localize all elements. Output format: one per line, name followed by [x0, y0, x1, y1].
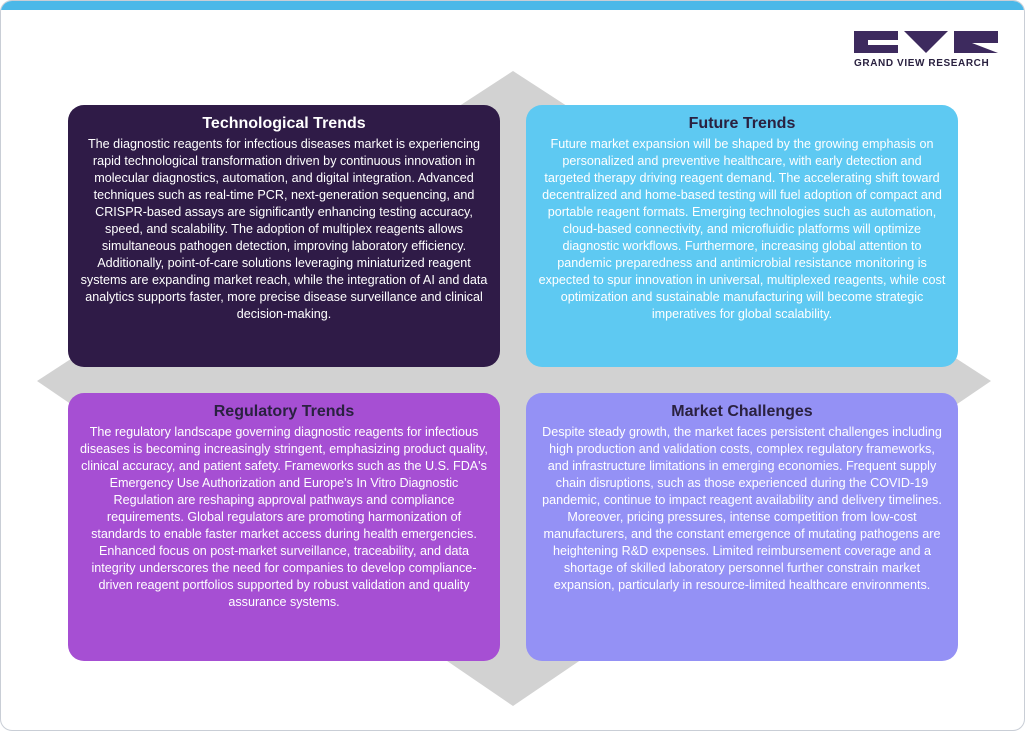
- brand-logo: [854, 31, 1000, 71]
- regulatory-trends-body: The regulatory landscape governing diagnostic reagents for infectious diseases is becoming increasingly stringent, emphasizing product quality, clinical accuracy, and patient safety. Frameworks such as the U.S. FDA's Emergency Use Authorization and Europe's In Vitro Diagnostic Regulation are reshaping approval pathways and compliance requirements. Global regulators are promoting harmonization of standards to enable faster market access during health emergencies. Enhanced focus on post-market surveillance, traceability, and data integrity underscores the need for companies to develop compliance-driven reagent portfolios supported by robust validation and quality assurance systems.: [80, 425, 488, 609]
- logo-mark-r: [954, 31, 998, 53]
- technological-trends-card: [68, 105, 500, 367]
- technological-trends-body: The diagnostic reagents for infectious diseases market is experiencing rapid technological transformation driven by continuous innovation in molecular diagnostics, automation, and digital integration. Advanced techniques such as real-time PCR, next-generation sequencing, and CRISPR-based assays are significantly enhancing testing accuracy, speed, and scalability. The adoption of multiplex reagents allows simultaneous pathogen detection, improving laboratory efficiency. Additionally, point-of-care solutions leveraging miniaturized reagent systems are expanding market reach, while the integration of AI and data analytics supports faster, more precise disease surveillance and clinical decision-making.: [80, 137, 488, 321]
- technological-trends-title: Technological Trends: [202, 115, 366, 132]
- market-challenges-title: Market Challenges: [671, 403, 813, 420]
- future-trends-card: [526, 105, 958, 367]
- future-trends-title: Future Trends: [688, 115, 796, 132]
- market-challenges-card: [526, 393, 958, 661]
- regulatory-trends-title: Regulatory Trends: [213, 403, 355, 420]
- future-trends-body: Future market expansion will be shaped by the growing emphasis on personalized and preventive healthcare, with early detection and targeted therapy driving reagent demand. The accelerating shift toward decentralized and home-based testing will fuel adoption of compact and portable reagent formats. Emerging technologies such as automation, cloud-based connectivity, and microfluidic platforms will optimize diagnostic workflows. Furthermore, increasing global attention to pandemic preparedness and antimicrobial resistance monitoring is expected to spur innovation in universal, multiplexed reagents, while cost optimization and sustainable manufacturing will become strategic imperatives for global scalability.: [538, 137, 946, 321]
- market-challenges-body: Despite steady growth, the market faces persistent challenges including high production and validation costs, complex regulatory frameworks, and infrastructure limitations in emerging economies. Frequent supply chain disruptions, such as those experienced during the COVID-19 pandemic, continue to impact reagent availability and delivery timelines. Moreover, pricing pressures, intense competition from low-cost manufacturers, and the constant emergence of mutating pathogens are heightening R&D expenses. Limited reimbursement coverage and a shortage of skilled laboratory personnel further constrain market expansion, particularly in resource-limited healthcare environments.: [542, 425, 942, 592]
- regulatory-trends-card: [68, 393, 500, 661]
- logo-mark-v: [904, 31, 948, 53]
- logo-marks: [854, 31, 1000, 53]
- logo-wordmark: GRAND VIEW RESEARCH: [854, 58, 990, 69]
- logo-mark-g: [854, 31, 898, 53]
